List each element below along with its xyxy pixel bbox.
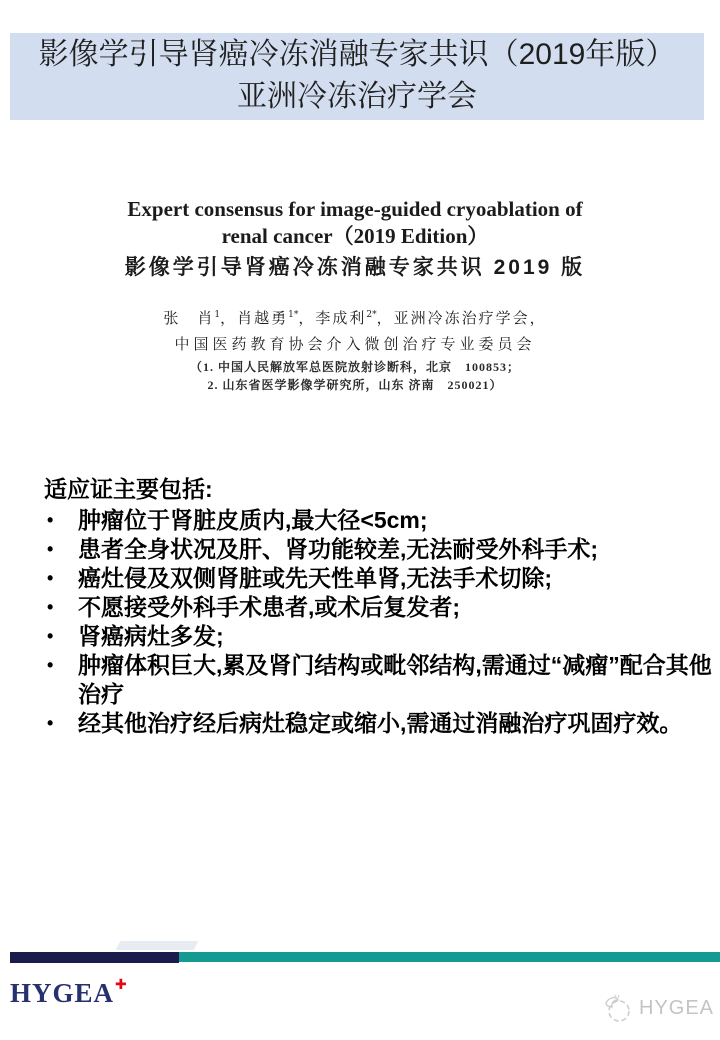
- list-item-text: 肾癌病灶多发;: [78, 623, 224, 649]
- author-2-superscript: 1*: [288, 310, 299, 320]
- hygea-watermark: [600, 991, 714, 1025]
- hygea-logo: [10, 978, 127, 1008]
- indications-list: [44, 506, 712, 738]
- paper-title-english-line1: Expert consensus for image-guided cryoablation of: [127, 197, 583, 221]
- paper-authors-line2: 中国医药教育协会介入微创治疗专业委员会: [174, 335, 536, 353]
- list-item-text: 患者全身状况及肝、肾功能较差,无法耐受外科手术;: [78, 536, 599, 562]
- list-item: [44, 593, 712, 622]
- list-item: [44, 651, 712, 709]
- dove-sketch-icon: [600, 991, 634, 1025]
- paper-title-english-line2: renal cancer（2019 Edition）: [221, 224, 489, 248]
- list-item-text: 肿瘤位于肾脏皮质内,最大径<5cm;: [78, 507, 428, 533]
- list-item: [44, 709, 712, 738]
- list-item-text: 癌灶侵及双侧肾脏或先天性单肾,无法手术切除;: [78, 565, 553, 591]
- footer-navy-bar: [10, 952, 179, 963]
- author-3: ，李成利: [298, 309, 367, 327]
- bullet-icon: •: [47, 713, 54, 733]
- slide-title-line1: 影像学引导肾癌冷冻消融专家共识（2019年版）: [38, 38, 676, 71]
- hygea-logo-text: HYGEA: [10, 978, 115, 1008]
- author-4: ，亚洲冷冻治疗学会，: [376, 309, 547, 327]
- paper-affiliation-line2: 2. 山东省医学影像学研究所，山东 济南 250021）: [207, 378, 503, 392]
- list-item: [44, 506, 712, 535]
- footer-teal-bar: [179, 952, 720, 962]
- list-item-text: 经其他治疗经后病灶稳定或缩小,需通过消融治疗巩固疗效。: [78, 710, 683, 736]
- author-2: ，肖越勇: [220, 309, 289, 327]
- author-3-superscript: 2*: [366, 310, 377, 320]
- author-1-superscript: 1: [214, 310, 221, 320]
- list-item: [44, 535, 712, 564]
- faded-artifact: [116, 941, 199, 950]
- slide-title-line2: 亚洲冷冻治疗学会: [237, 80, 477, 113]
- list-item: [44, 564, 712, 593]
- author-1: 张 肖: [163, 309, 215, 327]
- list-item-text: 不愿接受外科手术患者,或术后复发者;: [78, 594, 461, 620]
- indications-heading: 适应证主要包括:: [44, 476, 213, 502]
- list-item-text: 肿瘤体积巨大,累及肾门结构或毗邻结构,需通过“减瘤”配合其他治疗: [78, 652, 712, 707]
- paper-affiliation-line1: （1. 中国人民解放军总医院放射诊断科，北京 100853；: [189, 360, 520, 374]
- bullet-icon: •: [47, 510, 54, 530]
- bullet-icon: •: [47, 626, 54, 646]
- indications-section: [44, 474, 712, 738]
- watermark-text: HYGEA: [639, 996, 715, 1019]
- slide-title-banner: [10, 33, 704, 120]
- paper-title-figure: [120, 196, 590, 394]
- paper-authors: [120, 306, 590, 328]
- red-cross-icon: ✚: [115, 976, 127, 992]
- list-item: [44, 622, 712, 651]
- paper-title-chinese: 影像学引导肾癌冷冻消融专家共识 2019 版: [124, 256, 586, 279]
- bullet-icon: •: [47, 568, 54, 588]
- bullet-icon: •: [47, 597, 54, 617]
- bullet-icon: •: [47, 655, 54, 675]
- bullet-icon: •: [47, 539, 54, 559]
